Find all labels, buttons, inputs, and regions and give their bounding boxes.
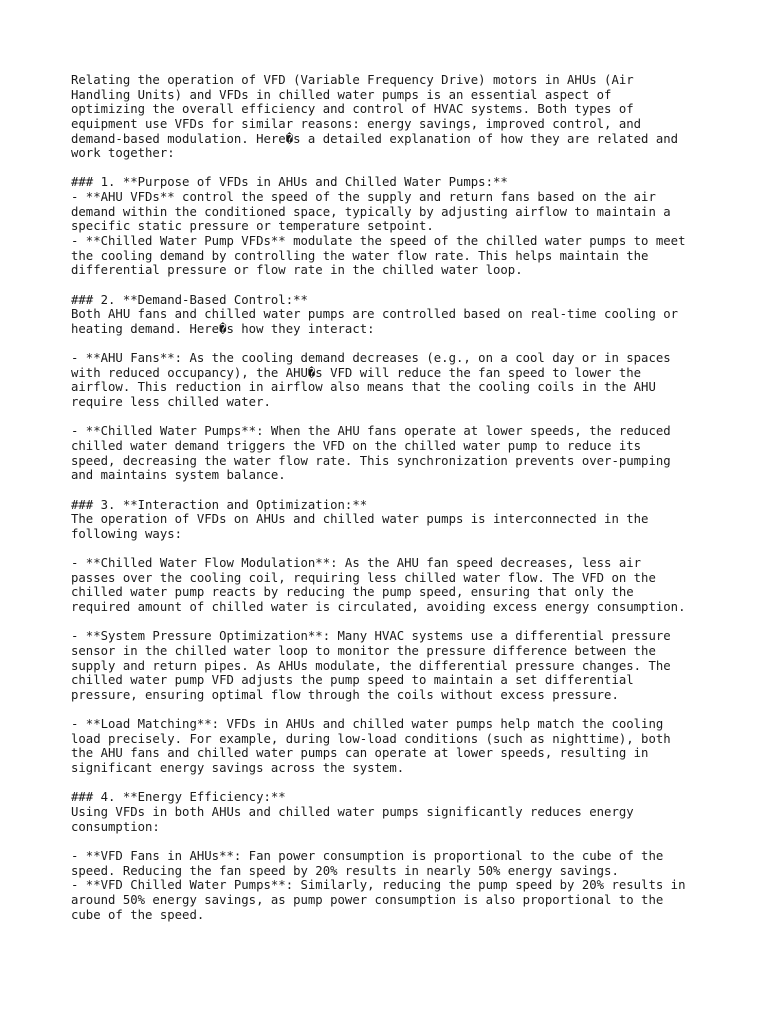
text-line: with reduced occupancy), the AHU�s VFD will reduce the fan speed to lower the (71, 365, 642, 380)
text-line: Handling Units) and VFDs in chilled water pumps is an essential aspect of (71, 87, 612, 102)
text-line: require less chilled water. (71, 395, 271, 410)
text-line: speed, decreasing the water flow rate. This synchronization prevents over-pumping (71, 453, 671, 468)
text-line: demand within the conditioned space, typically by adjusting airflow to maintain a (71, 204, 671, 219)
text-line: heating demand. Here�s how they interact: (71, 321, 375, 336)
text-line: - **Load Matching**: VFDs in AHUs and chilled water pumps help match the cooling (71, 717, 664, 732)
blank-line (71, 337, 751, 352)
text-line: required amount of chilled water is circulated, avoiding excess energy consumption. (71, 600, 686, 615)
text-line: equipment use VFDs for similar reasons: energy savings, improved control, and (71, 116, 642, 131)
text-line: Both AHU fans and chilled water pumps are controlled based on real-time cooling or (71, 307, 679, 322)
text-line: supply and return pipes. As AHUs modulate, the differential pressure changes. The (71, 658, 671, 673)
text-line: pressure, ensuring optimal flow through the coils without excess pressure. (71, 687, 619, 702)
blank-line (71, 483, 751, 498)
text-line: The operation of VFDs on AHUs and chilled water pumps is interconnected in the (71, 512, 649, 527)
text-line: - **AHU Fans**: As the cooling demand decreases (e.g., on a cool day or in spaces (71, 351, 671, 366)
text-line: passes over the cooling coil, requiring less chilled water flow. The VFD on the (71, 570, 656, 585)
text-line: ### 2. **Demand-Based Control:** (71, 292, 308, 307)
text-line: the cooling demand by controlling the water flow rate. This helps maintain the (71, 248, 649, 263)
text-line: - **Chilled Water Pumps**: When the AHU fans operate at lower speeds, the reduced (71, 424, 671, 439)
text-line: demand-based modulation. Here�s a detailed explanation of how they are related and (71, 131, 679, 146)
blank-line (71, 410, 751, 425)
text-line: ### 4. **Energy Efficiency:** (71, 790, 286, 805)
text-line: chilled water demand triggers the VFD on the chilled water pump to reduce its (71, 439, 642, 454)
text-line: ### 3. **Interaction and Optimization:** (71, 497, 368, 512)
blank-line (71, 542, 751, 557)
text-line: and maintains system balance. (71, 468, 286, 483)
blank-line (71, 776, 751, 791)
text-line: sensor in the chilled water loop to monitor the pressure difference between the (71, 643, 656, 658)
text-line: - **Chilled Water Flow Modulation**: As the AHU fan speed decreases, less air (71, 556, 642, 571)
text-line: - **VFD Chilled Water Pumps**: Similarly, reducing the pump speed by 20% results in (71, 878, 686, 893)
text-line: Using VFDs in both AHUs and chilled water pumps significantly reduces energy (71, 805, 634, 820)
text-line: optimizing the overall efficiency and control of HVAC systems. Both types of (71, 102, 634, 117)
text-line: chilled water pump VFD adjusts the pump speed to maintain a set differential (71, 673, 634, 688)
text-line: consumption: (71, 819, 160, 834)
text-line: chilled water pump reacts by reducing the pump speed, ensuring that only the (71, 585, 634, 600)
text-line: airflow. This reduction in airflow also means that the cooling coils in the AHU (71, 380, 656, 395)
blank-line (71, 161, 751, 176)
text-line: the AHU fans and chilled water pumps can operate at lower speeds, resulting in (71, 746, 649, 761)
blank-line (71, 615, 751, 630)
text-line: cube of the speed. (71, 907, 205, 922)
text-line: significant energy savings across the system. (71, 761, 405, 776)
text-line: following ways: (71, 526, 183, 541)
text-line: load precisely. For example, during low-load conditions (such as nighttime), both (71, 731, 671, 746)
text-line: differential pressure or flow rate in the chilled water loop. (71, 263, 523, 278)
text-line: ### 1. **Purpose of VFDs in AHUs and Chilled Water Pumps:** (71, 175, 508, 190)
text-line: - **AHU VFDs** control the speed of the supply and return fans based on the air (71, 190, 656, 205)
blank-line (71, 834, 751, 849)
document-text (71, 73, 751, 922)
blank-line (71, 278, 751, 293)
text-line: specific static pressure or temperature setpoint. (71, 219, 434, 234)
text-line: - **VFD Fans in AHUs**: Fan power consumption is proportional to the cube of the (71, 848, 664, 863)
blank-line (71, 703, 751, 718)
text-line: around 50% energy savings, as pump power consumption is also proportional to the (71, 892, 664, 907)
text-line: Relating the operation of VFD (Variable Frequency Drive) motors in AHUs (Air (71, 73, 634, 87)
text-line: - **Chilled Water Pump VFDs** modulate the speed of the chilled water pumps to meet (71, 234, 686, 249)
text-line: speed. Reducing the fan speed by 20% results in nearly 50% energy savings. (71, 863, 619, 878)
text-line: work together: (71, 146, 175, 161)
text-line: - **System Pressure Optimization**: Many HVAC systems use a differential pressure (71, 629, 671, 644)
